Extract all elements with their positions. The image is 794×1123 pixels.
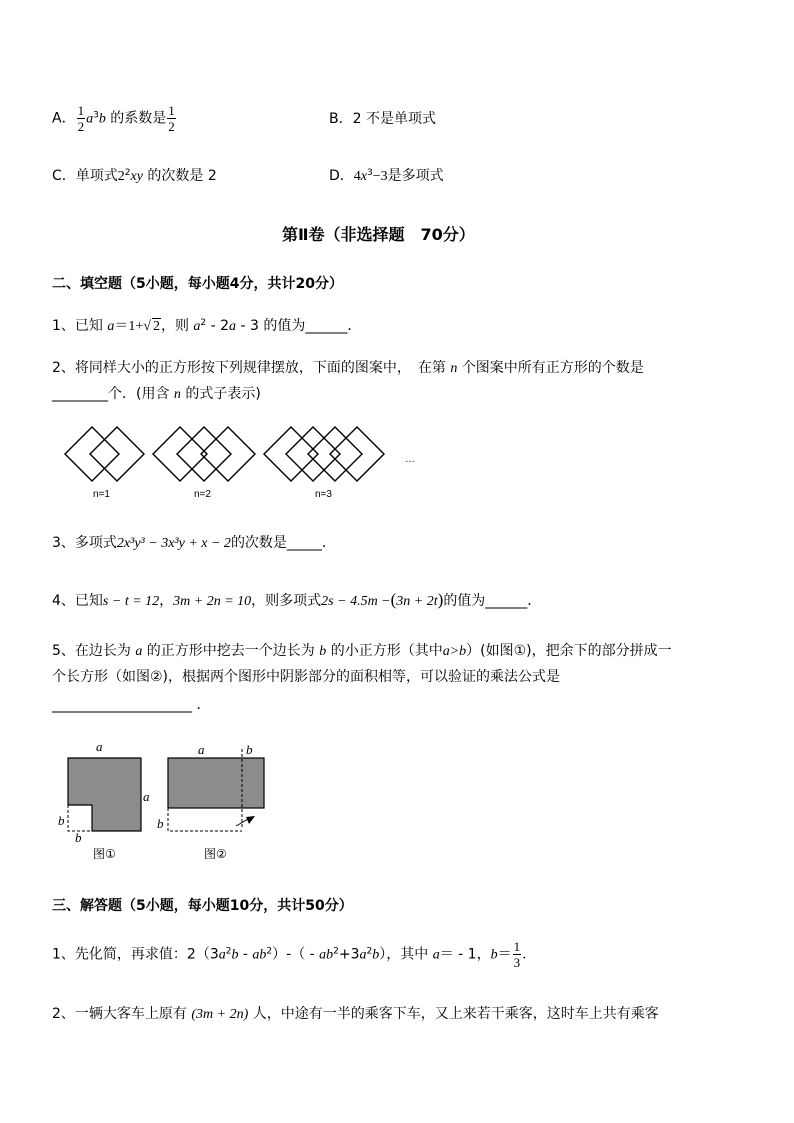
fill-q4: 4、已知s − t = 12，3m + 2n = 10，则多项式2s − 4.5m −(3n + 2t)的值为______． (52, 590, 542, 609)
fill-q2-line2: ________个．(用含 n 的式子表示) (52, 386, 261, 402)
fill-q1: 1、已知 a＝1+√ 2，则 $a^2 - 2a - 3$ 的值为______． (52, 318, 362, 334)
choice-a: A． $\frac{1}{2}$ $a^3b$ 的系数是 $\frac{1}{2}$ (52, 103, 175, 134)
section2-title: 二、填空题（5小题，每小题4分，共计20分） (52, 276, 343, 292)
fig1-top-a: a (96, 739, 103, 754)
solve-q2: 2、一辆大客车上原有 (3m + 2n) 人，中途有一半的乘客下车，又上来若干乘客，这时车上共有乘客 (52, 1006, 659, 1022)
solve-q1: 1、先化简，再求值：$2(3a^2b - ab^2)-( - ab^2+3a^2b)$，其中 a＝ - 1，b＝ $\frac{1}{3}$ ． (52, 939, 537, 970)
choice-c-label: C． (52, 168, 76, 184)
pattern-n1 (65, 427, 144, 481)
section3-title: 三、解答题（5小题，每小题10分，共计50分） (52, 898, 353, 914)
pattern-n2 (153, 427, 255, 481)
fill-q3: 3、多项式2x³y³ − 3x³y + x − 2的次数是_____． (52, 535, 336, 551)
choice-d-label: D． (329, 168, 354, 184)
figure-1 (58, 739, 150, 861)
fig1-side-b: b (58, 813, 65, 828)
fig2-side-b: b (157, 816, 164, 831)
choice-a-fraction: $\frac{1}{2}$ (77, 103, 85, 134)
figure-2 (157, 742, 264, 861)
pattern-n3 (264, 427, 384, 481)
fig2-top-b: b (246, 742, 253, 757)
choice-b-label: B． (329, 111, 353, 127)
fig2-caption: 图② (204, 847, 227, 861)
pattern-label-n1: n=1 (93, 489, 110, 500)
choice-d: D．$4x^3-3$是多项式 (329, 168, 444, 184)
fig1-bottom-b: b (75, 830, 82, 845)
fig1-caption: 图① (93, 847, 116, 861)
choice-a-answer-fraction: $\frac{1}{2}$ (168, 103, 175, 134)
fig2-top-a: a (198, 742, 205, 757)
fill-q5-line3: ____________________ ． (52, 697, 211, 713)
square-figures (50, 735, 290, 865)
pattern-ellipsis: … (405, 454, 415, 465)
solve-q1-b-fraction: $\frac{1}{3}$ (513, 939, 521, 970)
pattern-label-n2: n=2 (194, 489, 211, 500)
fig1-side-a: a (143, 789, 150, 804)
fill-q2-line1: 2、将同样大小的正方形按下列规律摆放，下面的图案中， 在第 n 个图案中所有正方形的个数是 (52, 360, 644, 376)
fill-q5-line1: 5、在边长为 a 的正方形中挖去一个边长为 b 的小正方形（其中a>b）(如图①)，把余下的部分拼成一 (52, 643, 672, 659)
choice-a-label: A． (52, 110, 76, 127)
choice-b: B．2 不是单项式 (329, 111, 436, 127)
pattern-label-n3: n=3 (315, 489, 332, 500)
volume-title: 第Ⅱ卷（非选择题 70分） (282, 225, 475, 244)
square-pattern-figure (55, 420, 435, 505)
fill-q5-line2: 个长方形（如图②)，根据两个图形中阴影部分的面积相等，可以验证的乘法公式是 (52, 669, 561, 685)
choice-c: C．单项式$2^2xy$ 的次数是 2 (52, 168, 217, 184)
